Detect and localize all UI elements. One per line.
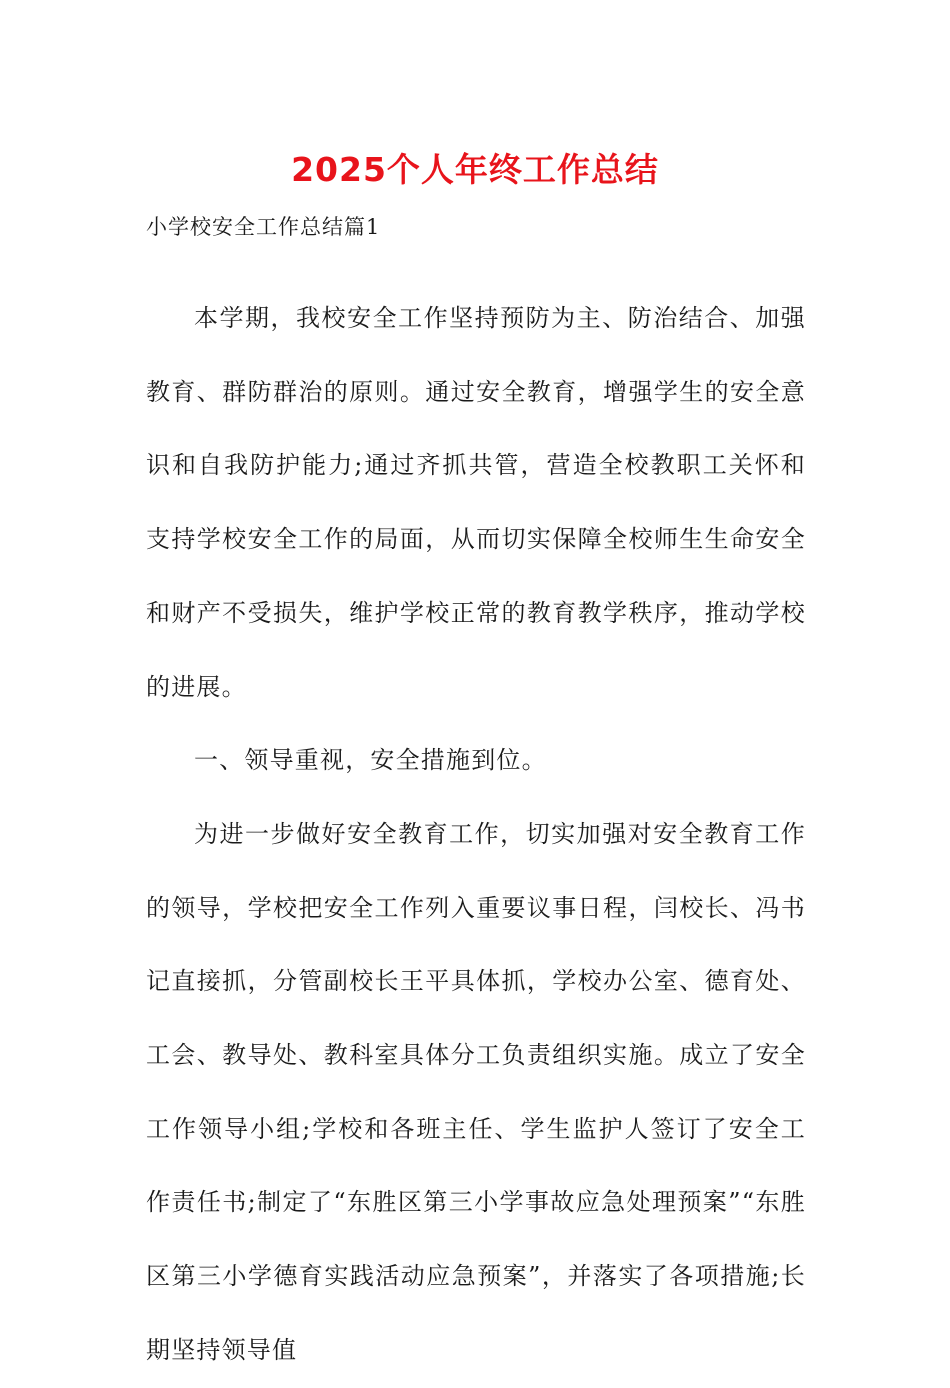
page-title: 2025个人年终工作总结 [291,150,659,189]
document-body [146,282,806,1388]
paragraph-intro: 本学期，我校安全工作坚持预防为主、防治结合、加强教育、群防群治的原则。通过安全教育，增强学生的安全意识和自我防护能力;通过齐抓共管，营造全校教职工关怀和支持学校安全工作的局面，从而切实保障全校师生生命安全和财产不受损失，维护学校正常的教育教学秩序，推动学校的进展。 [146,304,806,701]
paragraph-heading-1: 一、领导重视，安全措施到位。 [194,746,547,775]
paragraph-leadership: 为进一步做好安全教育工作，切实加强对安全教育工作的领导，学校把安全工作列入重要议事日程，闫校长、冯书记直接抓，分管副校长王平具体抓，学校办公室、德育处、工会、教导处、教科室具体分工负责组织实施。成立了安全工作领导小组;学校和各班主任、学生监护人签订了安全工作责任书;制定了“东胜区第三小学事故应急处理预案”“东胜区第三小学德育实践活动应急预案”，并落实了各项措施;长期坚持领导值 [146,819,806,1364]
section-subtitle: 小学校安全工作总结篇1 [146,215,381,239]
